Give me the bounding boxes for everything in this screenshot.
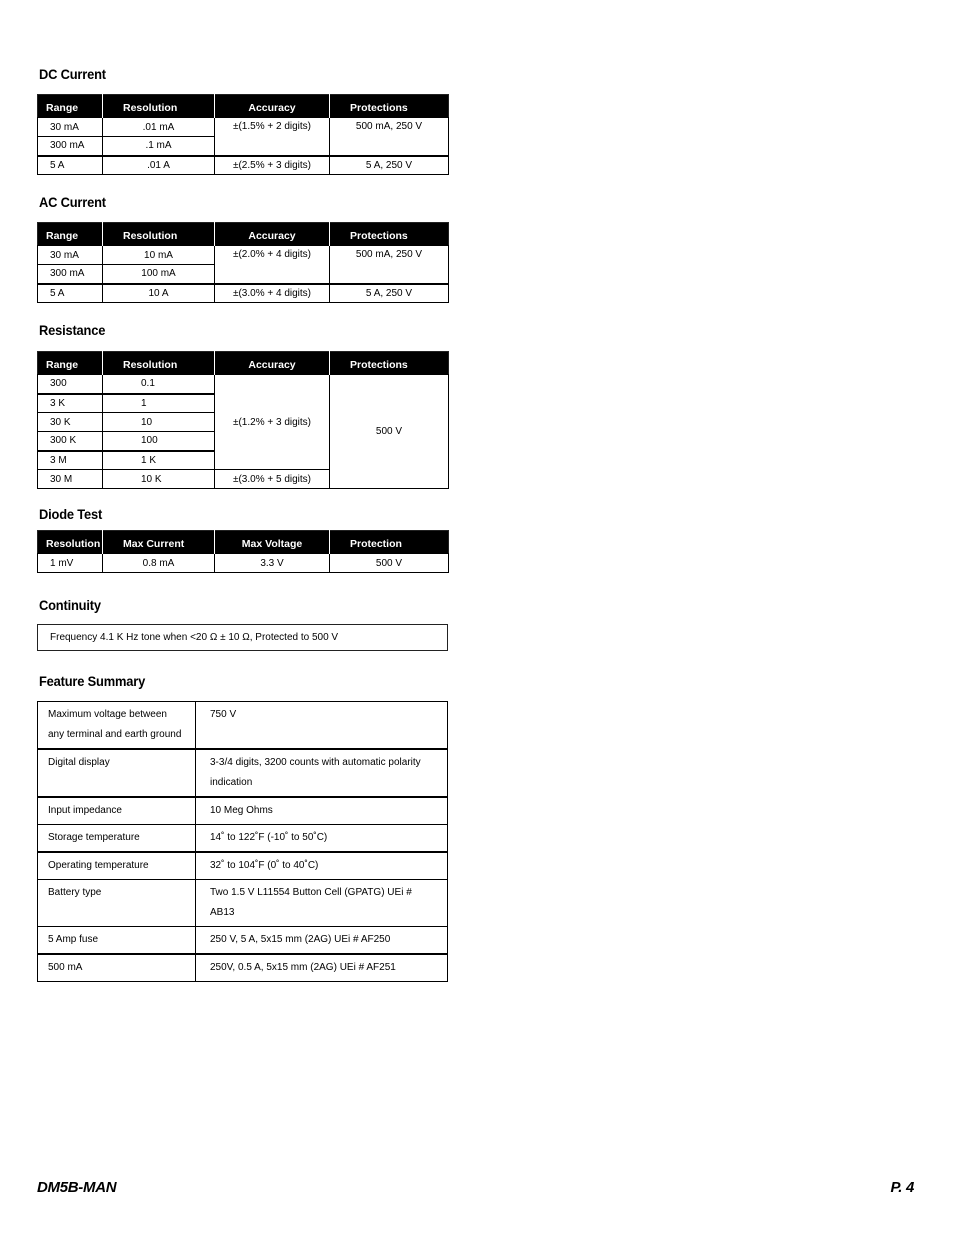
cell-resolution: 10 K — [103, 470, 215, 489]
table-row — [38, 852, 448, 880]
feature-value: 32˚ to 104˚F (0˚ to 40˚C) — [196, 852, 448, 880]
dc-current-title: DC Current — [39, 66, 106, 82]
continuity-title: Continuity — [39, 597, 101, 613]
diode-test-title: Diode Test — [39, 506, 103, 522]
table-row — [38, 284, 449, 303]
table-row — [38, 927, 448, 955]
cell-range: 30 M — [38, 470, 103, 489]
header-range: Range — [38, 223, 103, 246]
resistance-table — [37, 351, 449, 489]
footer-page-number: P. 4 — [890, 1179, 914, 1196]
cell-resolution: 10 mA — [103, 246, 215, 265]
feature-value: 10 Meg Ohms — [196, 797, 448, 825]
feature-value: 14˚ to 122˚F (-10˚ to 50˚C) — [196, 825, 448, 853]
feature-key: Storage temperature — [38, 825, 196, 853]
header-resolution: Resolution — [103, 352, 215, 375]
cell-accuracy: ±(1.5% + 2 digits) — [215, 118, 330, 156]
cell-range: 300 mA — [38, 137, 103, 156]
header-resolution: Resolution — [103, 223, 215, 246]
resistance-title: Resistance — [39, 322, 106, 338]
dc-current-table — [37, 94, 449, 175]
table-row — [38, 880, 448, 927]
feature-key: 5 Amp fuse — [38, 927, 196, 955]
cell-range: 300 mA — [38, 265, 103, 284]
header-protection: Protection — [330, 531, 449, 554]
cell-accuracy: ±(3.0% + 4 digits) — [215, 284, 330, 303]
cell-accuracy: ±(1.2% + 3 digits) — [215, 375, 330, 470]
table-row — [38, 375, 449, 394]
header-protections: Protections — [330, 95, 449, 118]
table-row — [38, 118, 449, 137]
cell-resolution: 0.1 — [103, 375, 215, 394]
feature-key: Operating temperature — [38, 852, 196, 880]
feature-value: 750 V — [196, 702, 448, 750]
feature-value: 250 V, 5 A, 5x15 mm (2AG) UEi # AF250 — [196, 927, 448, 955]
cell-protection: 5 A, 250 V — [330, 284, 449, 303]
table-row — [38, 702, 448, 750]
continuity-box — [37, 624, 448, 651]
header-accuracy: Accuracy — [215, 223, 330, 246]
cell-protection: 500 mA, 250 V — [330, 246, 449, 284]
cell-protection: 5 A, 250 V — [330, 156, 449, 175]
table-row — [38, 825, 448, 853]
cell-resolution: .01 mA — [103, 118, 215, 137]
header-accuracy: Accuracy — [215, 95, 330, 118]
continuity-text: Frequency 4.1 K Hz tone when <20 Ω ± 10 Ω, Protected to 500 V — [50, 632, 339, 643]
feature-key: Battery type — [38, 880, 196, 927]
cell-resolution: 10 — [103, 413, 215, 432]
cell-range: 5 A — [38, 284, 103, 303]
table-header-row — [38, 531, 449, 554]
cell-resolution: 1 K — [103, 451, 215, 470]
table-row — [38, 797, 448, 825]
cell-range: 5 A — [38, 156, 103, 175]
feature-summary-table — [37, 701, 448, 982]
header-max-current: Max Current — [103, 531, 215, 554]
cell-resolution: .1 mA — [103, 137, 215, 156]
cell-protection: 500 mA, 250 V — [330, 118, 449, 156]
feature-value: Two 1.5 V L11554 Button Cell (GPATG) UEi # AB13 — [196, 880, 448, 927]
feature-summary-title: Feature Summary — [39, 673, 146, 689]
feature-key: 500 mA — [38, 954, 196, 982]
feature-key: Maximum voltage between any terminal and earth ground — [38, 702, 196, 750]
header-resolution: Resolution — [38, 531, 103, 554]
cell-resolution: 100 — [103, 432, 215, 451]
cell-range: 300 — [38, 375, 103, 394]
table-header-row — [38, 95, 449, 118]
table-row — [38, 749, 448, 797]
cell-protection: 500 V — [330, 375, 449, 489]
cell-accuracy: ±(2.5% + 3 digits) — [215, 156, 330, 175]
feature-key: Input impedance — [38, 797, 196, 825]
header-max-voltage: Max Voltage — [215, 531, 330, 554]
cell-range: 30 mA — [38, 246, 103, 265]
header-protections: Protections — [330, 352, 449, 375]
cell-range: 3 K — [38, 394, 103, 413]
ac-current-table — [37, 222, 449, 303]
cell-range: 3 M — [38, 451, 103, 470]
cell-resolution: 100 mA — [103, 265, 215, 284]
table-row — [38, 554, 449, 573]
header-resolution: Resolution — [103, 95, 215, 118]
cell-range: 30 mA — [38, 118, 103, 137]
cell-max-voltage: 3.3 V — [215, 554, 330, 573]
cell-protection: 500 V — [330, 554, 449, 573]
table-row — [38, 156, 449, 175]
table-row — [38, 954, 448, 982]
cell-accuracy: ±(3.0% + 5 digits) — [215, 470, 330, 489]
header-accuracy: Accuracy — [215, 352, 330, 375]
feature-value: 3-3/4 digits, 3200 counts with automatic polarity indication — [196, 749, 448, 797]
table-header-row — [38, 352, 449, 375]
cell-max-current: 0.8 mA — [103, 554, 215, 573]
header-range: Range — [38, 352, 103, 375]
cell-range: 300 K — [38, 432, 103, 451]
diode-test-table — [37, 530, 449, 573]
cell-resolution: 10 A — [103, 284, 215, 303]
table-header-row — [38, 223, 449, 246]
table-row — [38, 246, 449, 265]
cell-resolution: 1 — [103, 394, 215, 413]
feature-key: Digital display — [38, 749, 196, 797]
footer-doc-id: DM5B-MAN — [37, 1179, 117, 1196]
cell-accuracy: ±(2.0% + 4 digits) — [215, 246, 330, 284]
feature-value: 250V, 0.5 A, 5x15 mm (2AG) UEi # AF251 — [196, 954, 448, 982]
cell-range: 30 K — [38, 413, 103, 432]
cell-resolution: 1 mV — [38, 554, 103, 573]
cell-resolution: .01 A — [103, 156, 215, 175]
ac-current-title: AC Current — [39, 194, 106, 210]
header-protections: Protections — [330, 223, 449, 246]
header-range: Range — [38, 95, 103, 118]
